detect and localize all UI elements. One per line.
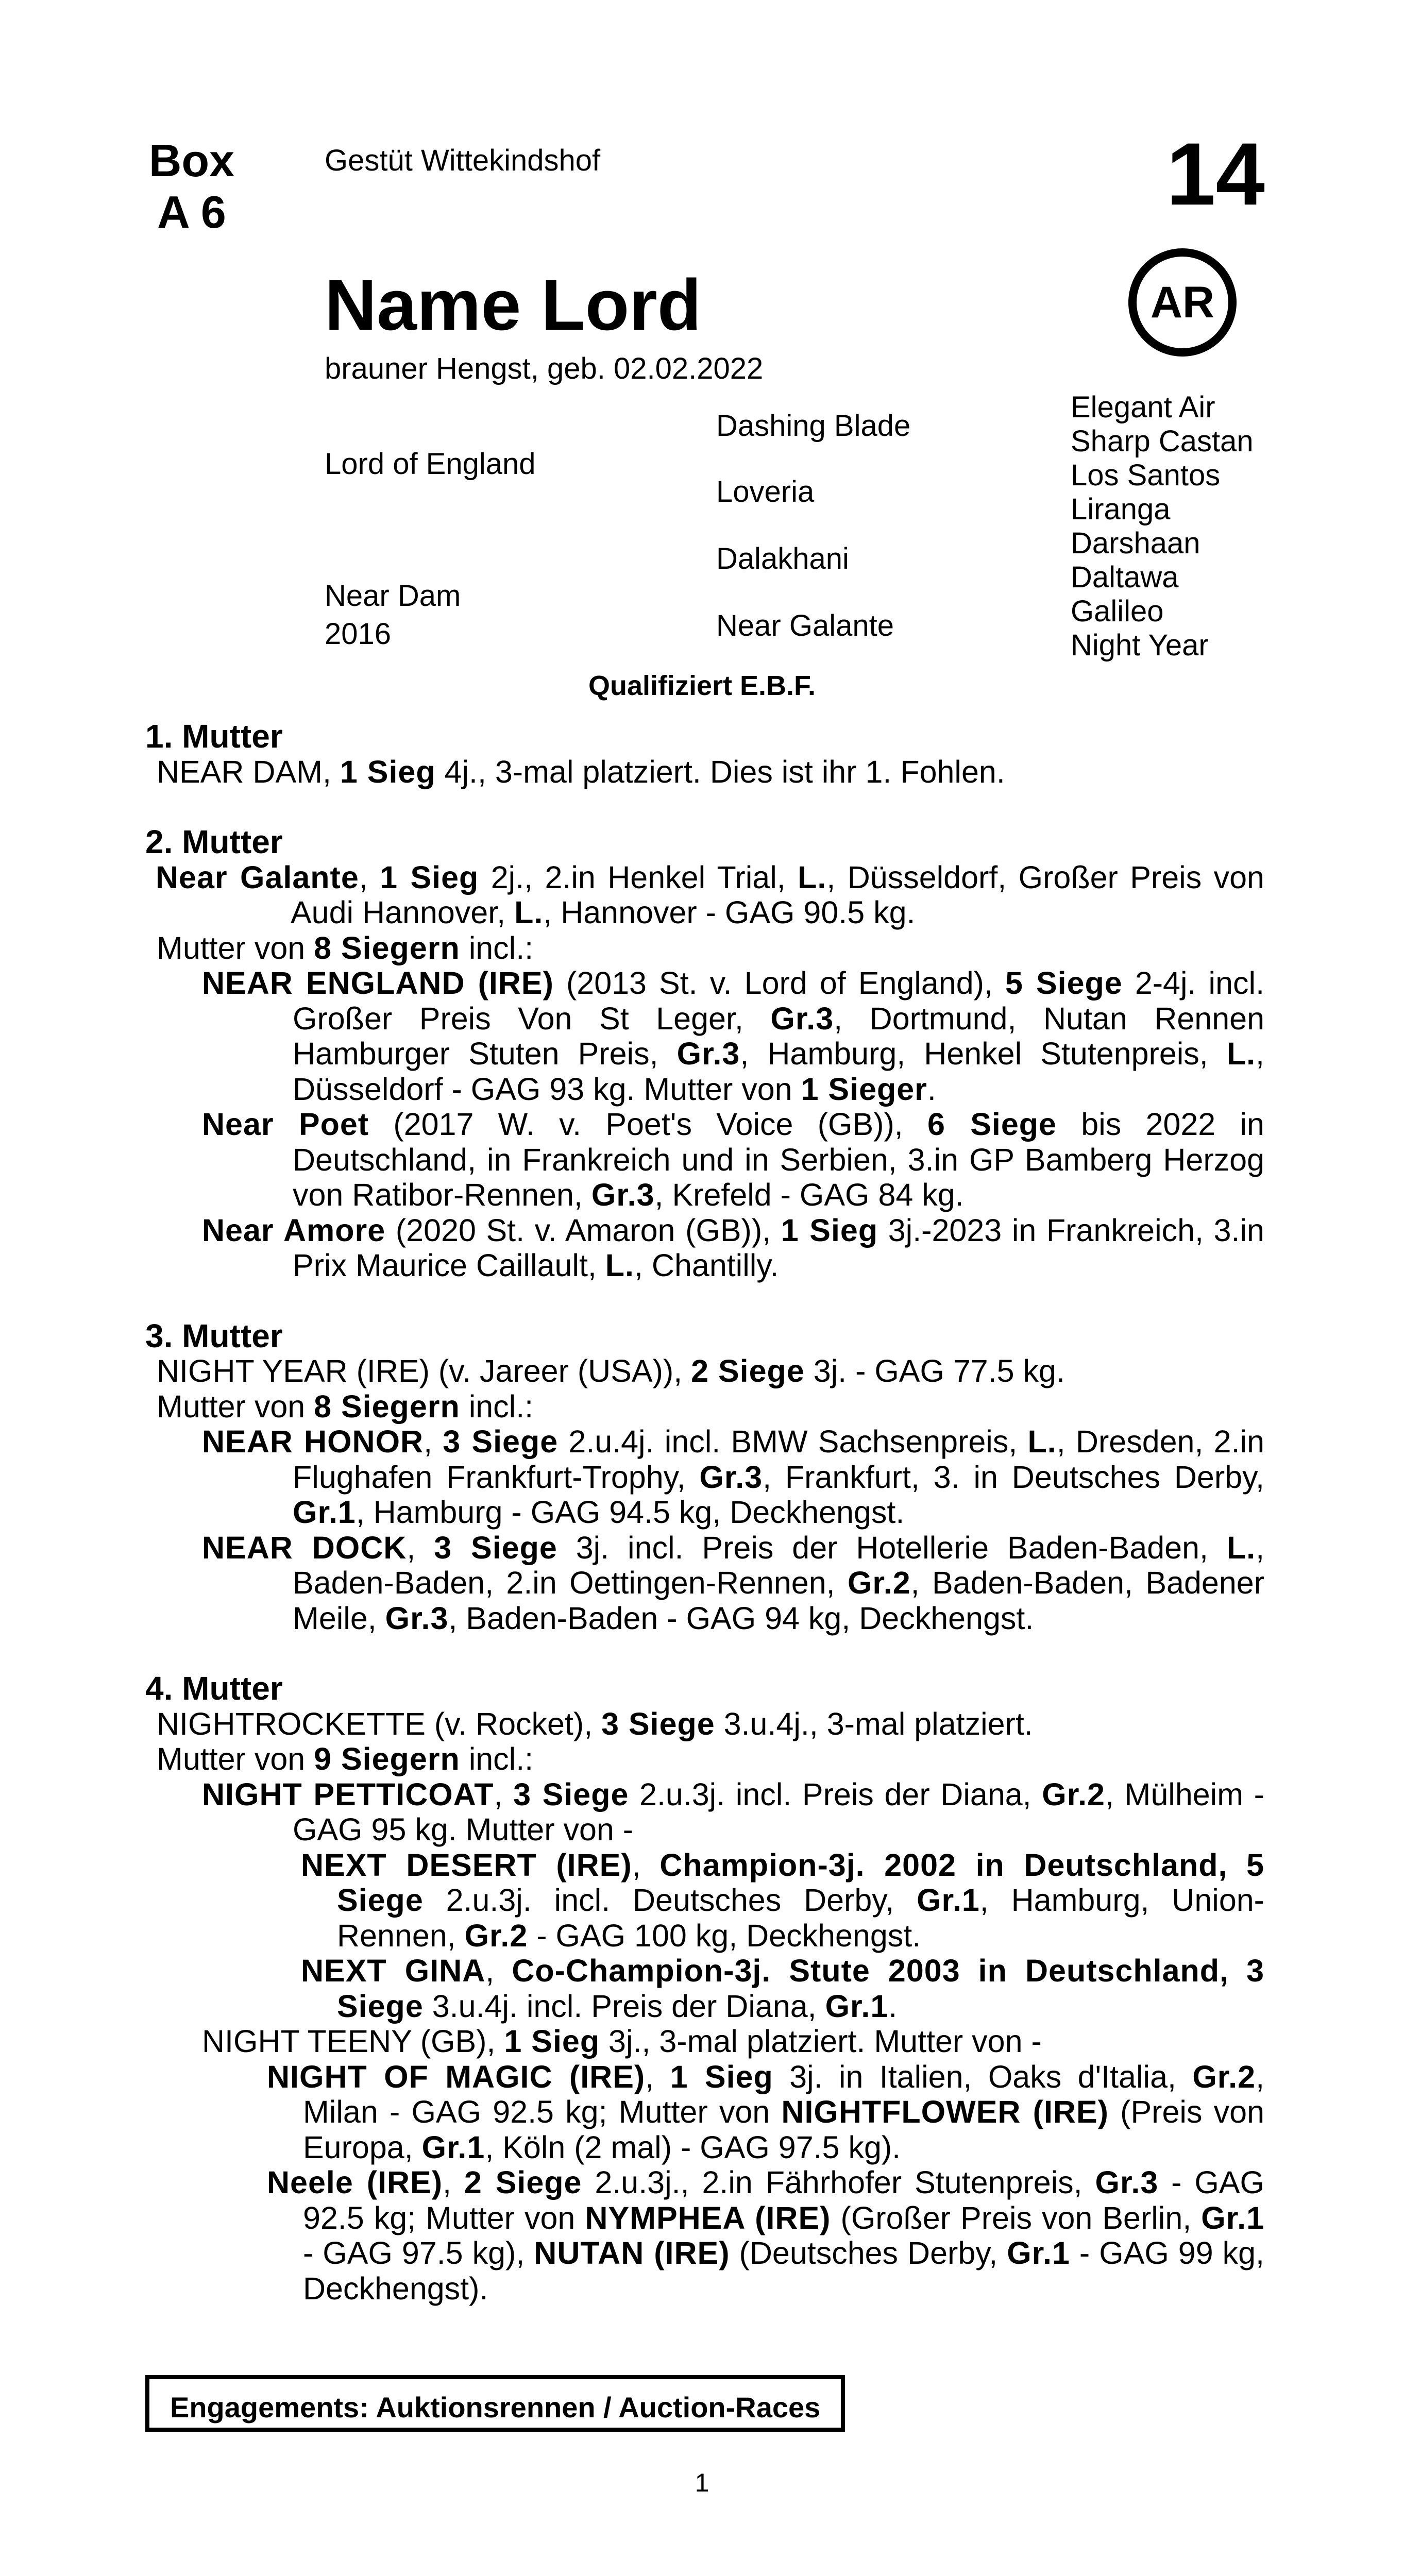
box-label-line1: Box: [148, 135, 235, 186]
pedigree-gen3-item: Night Year: [1071, 629, 1209, 662]
pedigree-gen3-item: Elegant Air: [1071, 391, 1215, 424]
dam1-heading: 1. Mutter: [145, 718, 283, 755]
offspring-entry: NIGHT PETTICOAT, 3 Siege 2.u.3j. incl. Preis der Diana, Gr.2, Mülheim - GAG 95 kg. Mutter von -: [202, 1776, 1264, 1847]
dam2-text: Near Galante, 1 Sieg 2j., 2.in Henkel Trial, L., Düsseldorf, Großer Preis von Audi Hannover, L., Hannover - GAG 90.5 kg.: [156, 859, 1264, 930]
box-label-line2: A 6: [157, 187, 226, 238]
qualification: Qualifiziert E.B.F.: [588, 670, 816, 701]
dam3-section: [145, 1318, 1264, 1636]
dam4-heading: 4. Mutter: [145, 1670, 283, 1707]
offspring-entry: Near Amore (2020 St. v. Amaron (GB)), 1 Sieg 3j.-2023 in Frankreich, 3.in Prix Maurice Caillault, L., Chantilly.: [202, 1212, 1264, 1283]
lot-number: 14: [1166, 125, 1265, 224]
pedigree-gen3-item: Los Santos: [1071, 459, 1221, 492]
horse-description: brauner Hengst, geb. 02.02.2022: [325, 352, 764, 385]
offspring-entry: Near Poet (2017 W. v. Poet's Voice (GB)), 6 Siege bis 2022 in Deutschland, in Frankreich und in Serbien, 3.in GP Bamberg Herzog von Ratibor-Rennen, Gr.3, Krefeld - GAG 84 kg.: [202, 1107, 1264, 1212]
dam3-heading: 3. Mutter: [145, 1317, 283, 1354]
engagements-box: Engagements: Auktionsrennen / Auction-Races: [145, 2375, 845, 2432]
page-number: 1: [695, 2468, 709, 2497]
pedigree-gen3-item: Darshaan: [1071, 527, 1200, 560]
pedigree-gen3: [1071, 391, 1254, 663]
dam1-text: NEAR DAM, 1 Sieg 4j., 3-mal platziert. Dies ist ihr 1. Fohlen.: [157, 754, 1005, 789]
dam4-text: NIGHTROCKETTE (v. Rocket), 3 Siege 3.u.4j., 3-mal platziert.: [157, 1706, 1033, 1741]
ar-badge-text: AR: [1150, 277, 1215, 327]
dam1-section: [145, 719, 1264, 789]
offspring-entry: NEAR ENGLAND (IRE) (2013 St. v. Lord of England), 5 Siege 2-4j. incl. Großer Preis Von St Leger, Gr.3, Dortmund, Nutan Rennen Hamburger Stuten Preis, Gr.3, Hamburg, Henkel Stutenpreis, L., Düsseldorf - GAG 93 kg. Mutter von 1 Sieger.: [202, 965, 1265, 1107]
box-label: [145, 135, 238, 238]
dam4-section: [145, 1671, 1264, 2306]
dam4-mother-of: Mutter von 9 Siegern incl.:: [157, 1741, 534, 1776]
pedigree-gen3-item: Liranga: [1071, 493, 1171, 526]
dam2-section: [145, 824, 1264, 1283]
dam2-mother-of: Mutter von 8 Siegern incl.:: [157, 930, 534, 965]
offspring-entry: NIGHT TEENY (GB), 1 Sieg 3j., 3-mal platziert. Mutter von -: [202, 2024, 1042, 2059]
offspring-entry: NEAR HONOR, 3 Siege 2.u.4j. incl. BMW Sachsenpreis, L., Dresden, 2.in Flughafen Frankfurt-Trophy, Gr.3, Frankfurt, 3. in Deutsches Derby, Gr.1, Hamburg - GAG 94.5 kg, Deckhengst.: [202, 1424, 1264, 1530]
horse-name: Name Lord: [325, 264, 702, 345]
pedigree-gen3-item: Sharp Castan: [1071, 425, 1254, 458]
pedigree-gen3-item: Galileo: [1071, 595, 1164, 628]
grand-offspring-entry: NIGHT OF MAGIC (IRE), 1 Sieg 3j. in Italien, Oaks d'Italia, Gr.2, Milan - GAG 92.5 kg; Mutter von NIGHTFLOWER (IRE) (Preis von Europa, Gr.1, Köln (2 mal) - GAG 97.5 kg).: [267, 2059, 1265, 2165]
dam-line: [145, 719, 1264, 2306]
dam2-heading: 2. Mutter: [145, 823, 283, 860]
dam3-mother-of: Mutter von 8 Siegern incl.:: [157, 1388, 534, 1424]
stud-name: Gestüt Wittekindshof: [325, 144, 601, 177]
pedigree-gen3-item: Daltawa: [1071, 561, 1179, 594]
pedigree-dam-year: 2016: [325, 617, 392, 651]
ar-badge-icon: [1128, 248, 1237, 357]
pedigree-dam-dam: Near Galante: [716, 609, 894, 642]
dam3-text: NIGHT YEAR (IRE) (v. Jareer (USA)), 2 Siege 3j. - GAG 77.5 kg.: [157, 1353, 1065, 1388]
offspring-entry: NEAR DOCK, 3 Siege 3j. incl. Preis der Hotellerie Baden-Baden, L., Baden-Baden, 2.in Oettingen-Rennen, Gr.2, Baden-Baden, Badener Meile, Gr.3, Baden-Baden - GAG 94 kg, Deckhengst.: [202, 1530, 1265, 1636]
pedigree-sire: Lord of England: [325, 447, 536, 481]
grand-offspring-entry: NEXT DESERT (IRE), Champion-3j. 2002 in Deutschland, 5 Siege 2.u.3j. incl. Deutsches Derby, Gr.1, Hamburg, Union-Rennen, Gr.2 - GAG 100 kg, Deckhengst.: [301, 1847, 1265, 1953]
pedigree-dam: Near Dam: [325, 579, 461, 613]
pedigree-sire-sire: Dashing Blade: [716, 409, 911, 443]
grand-offspring-entry: NEXT GINA, Co-Champion-3j. Stute 2003 in Deutschland, 3 Siege 3.u.4j. incl. Preis der Diana, Gr.1.: [301, 1953, 1264, 2024]
pedigree-dam-sire: Dalakhani: [716, 542, 849, 575]
grand-offspring-entry: Neele (IRE), 2 Siege 2.u.3j., 2.in Fährhofer Stutenpreis, Gr.3 - GAG 92.5 kg; Mutter von NYMPHEA (IRE) (Großer Preis von Berlin, Gr.1 - GAG 97.5 kg), NUTAN (IRE) (Deutsches Derby, Gr.1 - GAG 99 kg, Deckhengst).: [267, 2165, 1265, 2306]
pedigree-sire-dam: Loveria: [716, 475, 815, 509]
